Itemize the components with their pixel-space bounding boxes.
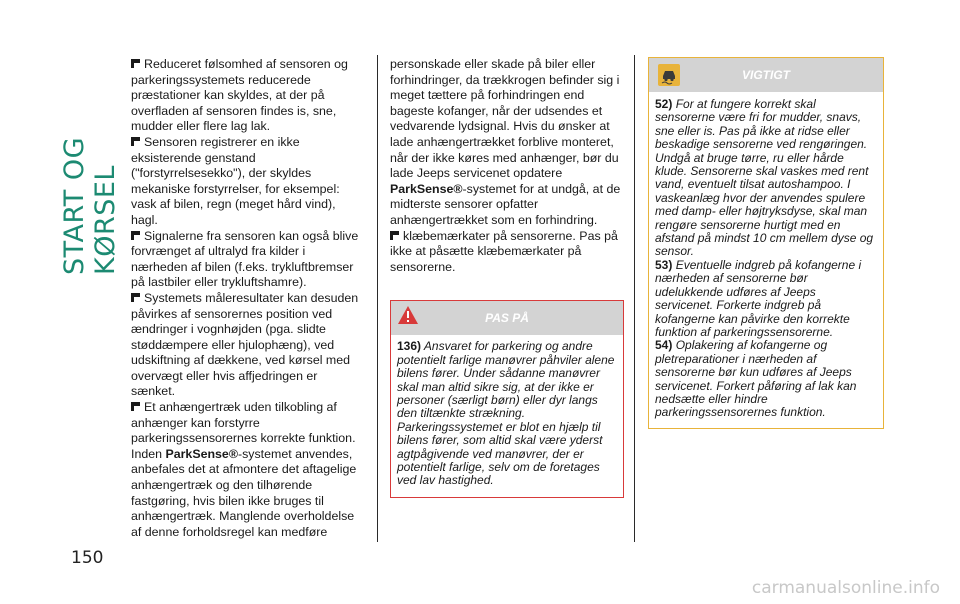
section-title: START OG KØRSEL xyxy=(59,136,121,275)
note-item: 52) For at fungere korrekt skal sensorerne være fri for mudder, snavs, sne eller is. Pas på ikke at ridse eller beskadige sensorerne ved rengøringen. Undgå at bruge tørre, ru eller hårde klude. Sensorerne skal vaskes med rent vand, eventuelt tilsat autoshampoo. I vaskeanlæg hvor der anvendes spulere med damp- eller højtryksdyse, skal man rengøre sensorerne hurtigt med en afstand på mindst 10 cm mellem dyse og sensor. xyxy=(655,97,874,259)
list-item: Reduceret følsomhed af sensoren og parkeringssystemets reducerede præstationer kan skyldes, at der på overfladen af sensoren findes is, sne, mudder eller flere lag lak. xyxy=(131,57,348,134)
page-number: 150 xyxy=(71,548,104,568)
column-1 xyxy=(131,57,363,540)
column-3 xyxy=(648,57,882,429)
list-item: Signalerne fra sensoren kan også blive forvrænget af ultralyd fra kilder i nærheden af bilen (f.eks. trykluftbremser på lastbiler eller trykluftshamre). xyxy=(131,228,359,290)
list-item: Sensoren registrerer en ikke eksisterende genstand ("forstyrrelsesekko"), der skyldes mekaniske forstyrrelser, for eksempel: vask af bilen, regn (meget hård vind), hagl. xyxy=(131,134,340,227)
column-divider xyxy=(634,55,635,542)
warning-label: PAS PÅ xyxy=(485,311,529,326)
list-item: Systemets måleresultater kan desuden påvirkes af sensorernes position ved ændringer i vognhøjden (pga. slidte støddæmpere eller hjulophæng), ved udskiftning af dækkene, ved kørsel med overvægt eller hvis affjedringen er sænket. xyxy=(131,290,359,399)
column-2 xyxy=(390,57,622,498)
note-number: 54) xyxy=(655,338,673,353)
brand-name: ParkSense® xyxy=(390,181,463,196)
bullet-icon xyxy=(131,137,141,147)
important-label: VIGTIGT xyxy=(742,68,790,82)
brand-name: ParkSense® xyxy=(165,446,238,461)
note-number: 136) xyxy=(397,339,422,354)
list-item: Et anhængertræk uden tilkobling af anhænger kan forstyrre parkeringssensorernes korrekte funktion. Inden ParkSense®-systemet anvendes, anbefales det at afmontere det aftagelige anhængertræk og den tilhørende fastgøring, hvis bilen ikke bruges til anhængertræk. Manglende overholdelse af denne forholdsregel kan medføre xyxy=(131,400,357,539)
note-item: 54) Oplakering af kofangerne og pletreparationer i nærheden af sensorerne bør kun udføres af Jeeps servicenet. Forkert påføring af lak kan nedsætte eller hindre parkeringssensorernes funktion. xyxy=(655,338,857,420)
bullet-icon xyxy=(131,402,141,412)
note-number: 52) xyxy=(655,97,673,111)
warning-box xyxy=(390,300,624,497)
bullet-icon xyxy=(131,293,141,303)
important-header xyxy=(649,58,883,92)
bullet-icon xyxy=(131,59,141,69)
warning-body xyxy=(391,335,623,496)
warning-header xyxy=(391,301,623,335)
list-item: klæbemærkater på sensorerne. Pas på ikke at påsætte klæbemærkater på sensorerne. xyxy=(390,228,618,274)
paragraph: personskade eller skade på biler eller forhindringer, da trækkrogen befinder sig i meget tættere på forhindringen end bageste kofanger, når der udsendes et vedvarende lydsignal. Hvis du ønsker at lade anhængertrækket forblive monteret, når der ikke køres med anhænger, bør du lade Jeeps servicenet opdatere ParkSense®-systemet for at undgå, at de midterste sensorer opfatter anhængertrækket som en forhindring. xyxy=(390,57,621,227)
watermark: carmanualsonline.info xyxy=(751,578,940,598)
note-item: 53) Eventuelle indgreb på kofangerne i nærheden af sensorerne bør udelukkende udføres af Jeeps servicenet. Forkerte indgreb på kofangerne kan påvirke den korrekte funktion af parkeringssensorerne. xyxy=(655,257,862,339)
column-divider xyxy=(377,55,378,542)
bullet-icon xyxy=(131,231,141,241)
important-body xyxy=(649,92,883,428)
bullet-icon xyxy=(390,231,400,241)
note-number: 53) xyxy=(655,257,673,272)
important-box xyxy=(648,57,884,429)
warning-text: Ansvaret for parkering og andre potentielt farlige manøvrer påhviler alene bilens fører. Under sådanne manøvrer skal man altid sikre sig, at der ikke er personer (særligt børn) eller dyr langs den tiltænkte strækning. Parkeringssystemet er blot en hjælp til bilens fører, som altid skal være yderst agtpågivende ved manøvrer, der er potentielt farlige, selv om de foretages ved lav hastighed. xyxy=(397,339,615,488)
